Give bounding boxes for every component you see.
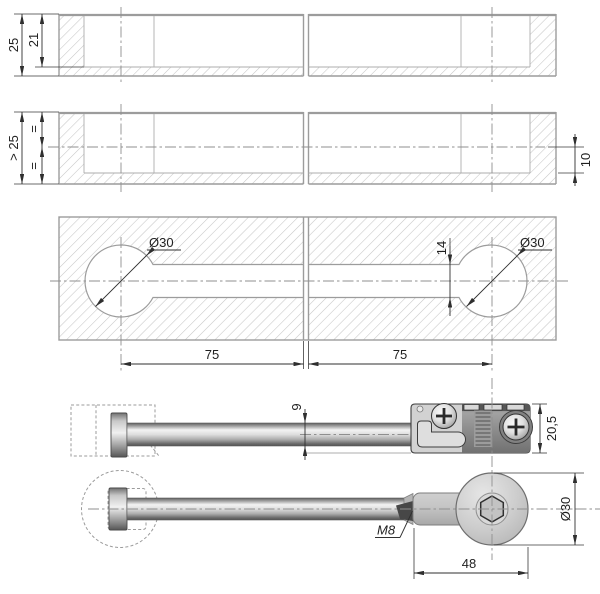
panel-edges xyxy=(59,14,556,76)
dim-panel-thickness-gt25 xyxy=(6,112,59,184)
dim-label-equal-top: = xyxy=(26,125,41,133)
connector-housing xyxy=(411,404,533,454)
pin-hole xyxy=(417,406,423,412)
dim-label-offset-left: 75 xyxy=(204,347,220,362)
view-plan-recess xyxy=(50,217,568,371)
phillips-screw-left-icon xyxy=(432,404,457,429)
dim-label-disc-dia: Ø30 xyxy=(558,496,573,522)
dim-label-thickness: 25 xyxy=(6,37,21,53)
dim-label-dia-left: Ø30 xyxy=(149,235,174,250)
dim-label-thickness-gt25: > 25 xyxy=(6,135,21,161)
dim-label-housing-height: 20,5 xyxy=(544,415,559,442)
housing-ribs xyxy=(474,411,492,448)
dim-equal-spacing xyxy=(26,112,42,184)
view-section-thick-panel xyxy=(6,104,593,192)
dim-label-dia-right: Ø30 xyxy=(520,235,545,250)
dim-label-cam-length: 48 xyxy=(461,556,477,571)
panel-hatching xyxy=(59,114,556,184)
dim-label-thread: M8 xyxy=(377,522,396,538)
panel-joint-gap xyxy=(304,217,309,340)
dim-label-shaft-dia: 9 xyxy=(289,403,304,411)
dim-offset-75-right xyxy=(309,347,493,364)
view-section-min-thickness xyxy=(6,7,556,83)
dim-label-recess-depth: 21 xyxy=(26,32,41,48)
dim-offset-75-left xyxy=(121,341,309,369)
dim-label-channel-width: 14 xyxy=(434,240,449,256)
phillips-screw-right-icon xyxy=(500,411,533,444)
dim-housing-height-205 xyxy=(532,404,559,453)
dim-label-offset-right: 75 xyxy=(392,347,408,362)
dim-label-center-offset: 10 xyxy=(578,152,593,168)
view-connector-front xyxy=(82,471,600,580)
housing-top-tabs xyxy=(464,405,524,411)
panel-edges xyxy=(59,112,556,184)
dim-label-equal-bottom: = xyxy=(26,162,41,170)
bolt-head xyxy=(111,413,127,457)
view-connector-side xyxy=(71,403,559,460)
